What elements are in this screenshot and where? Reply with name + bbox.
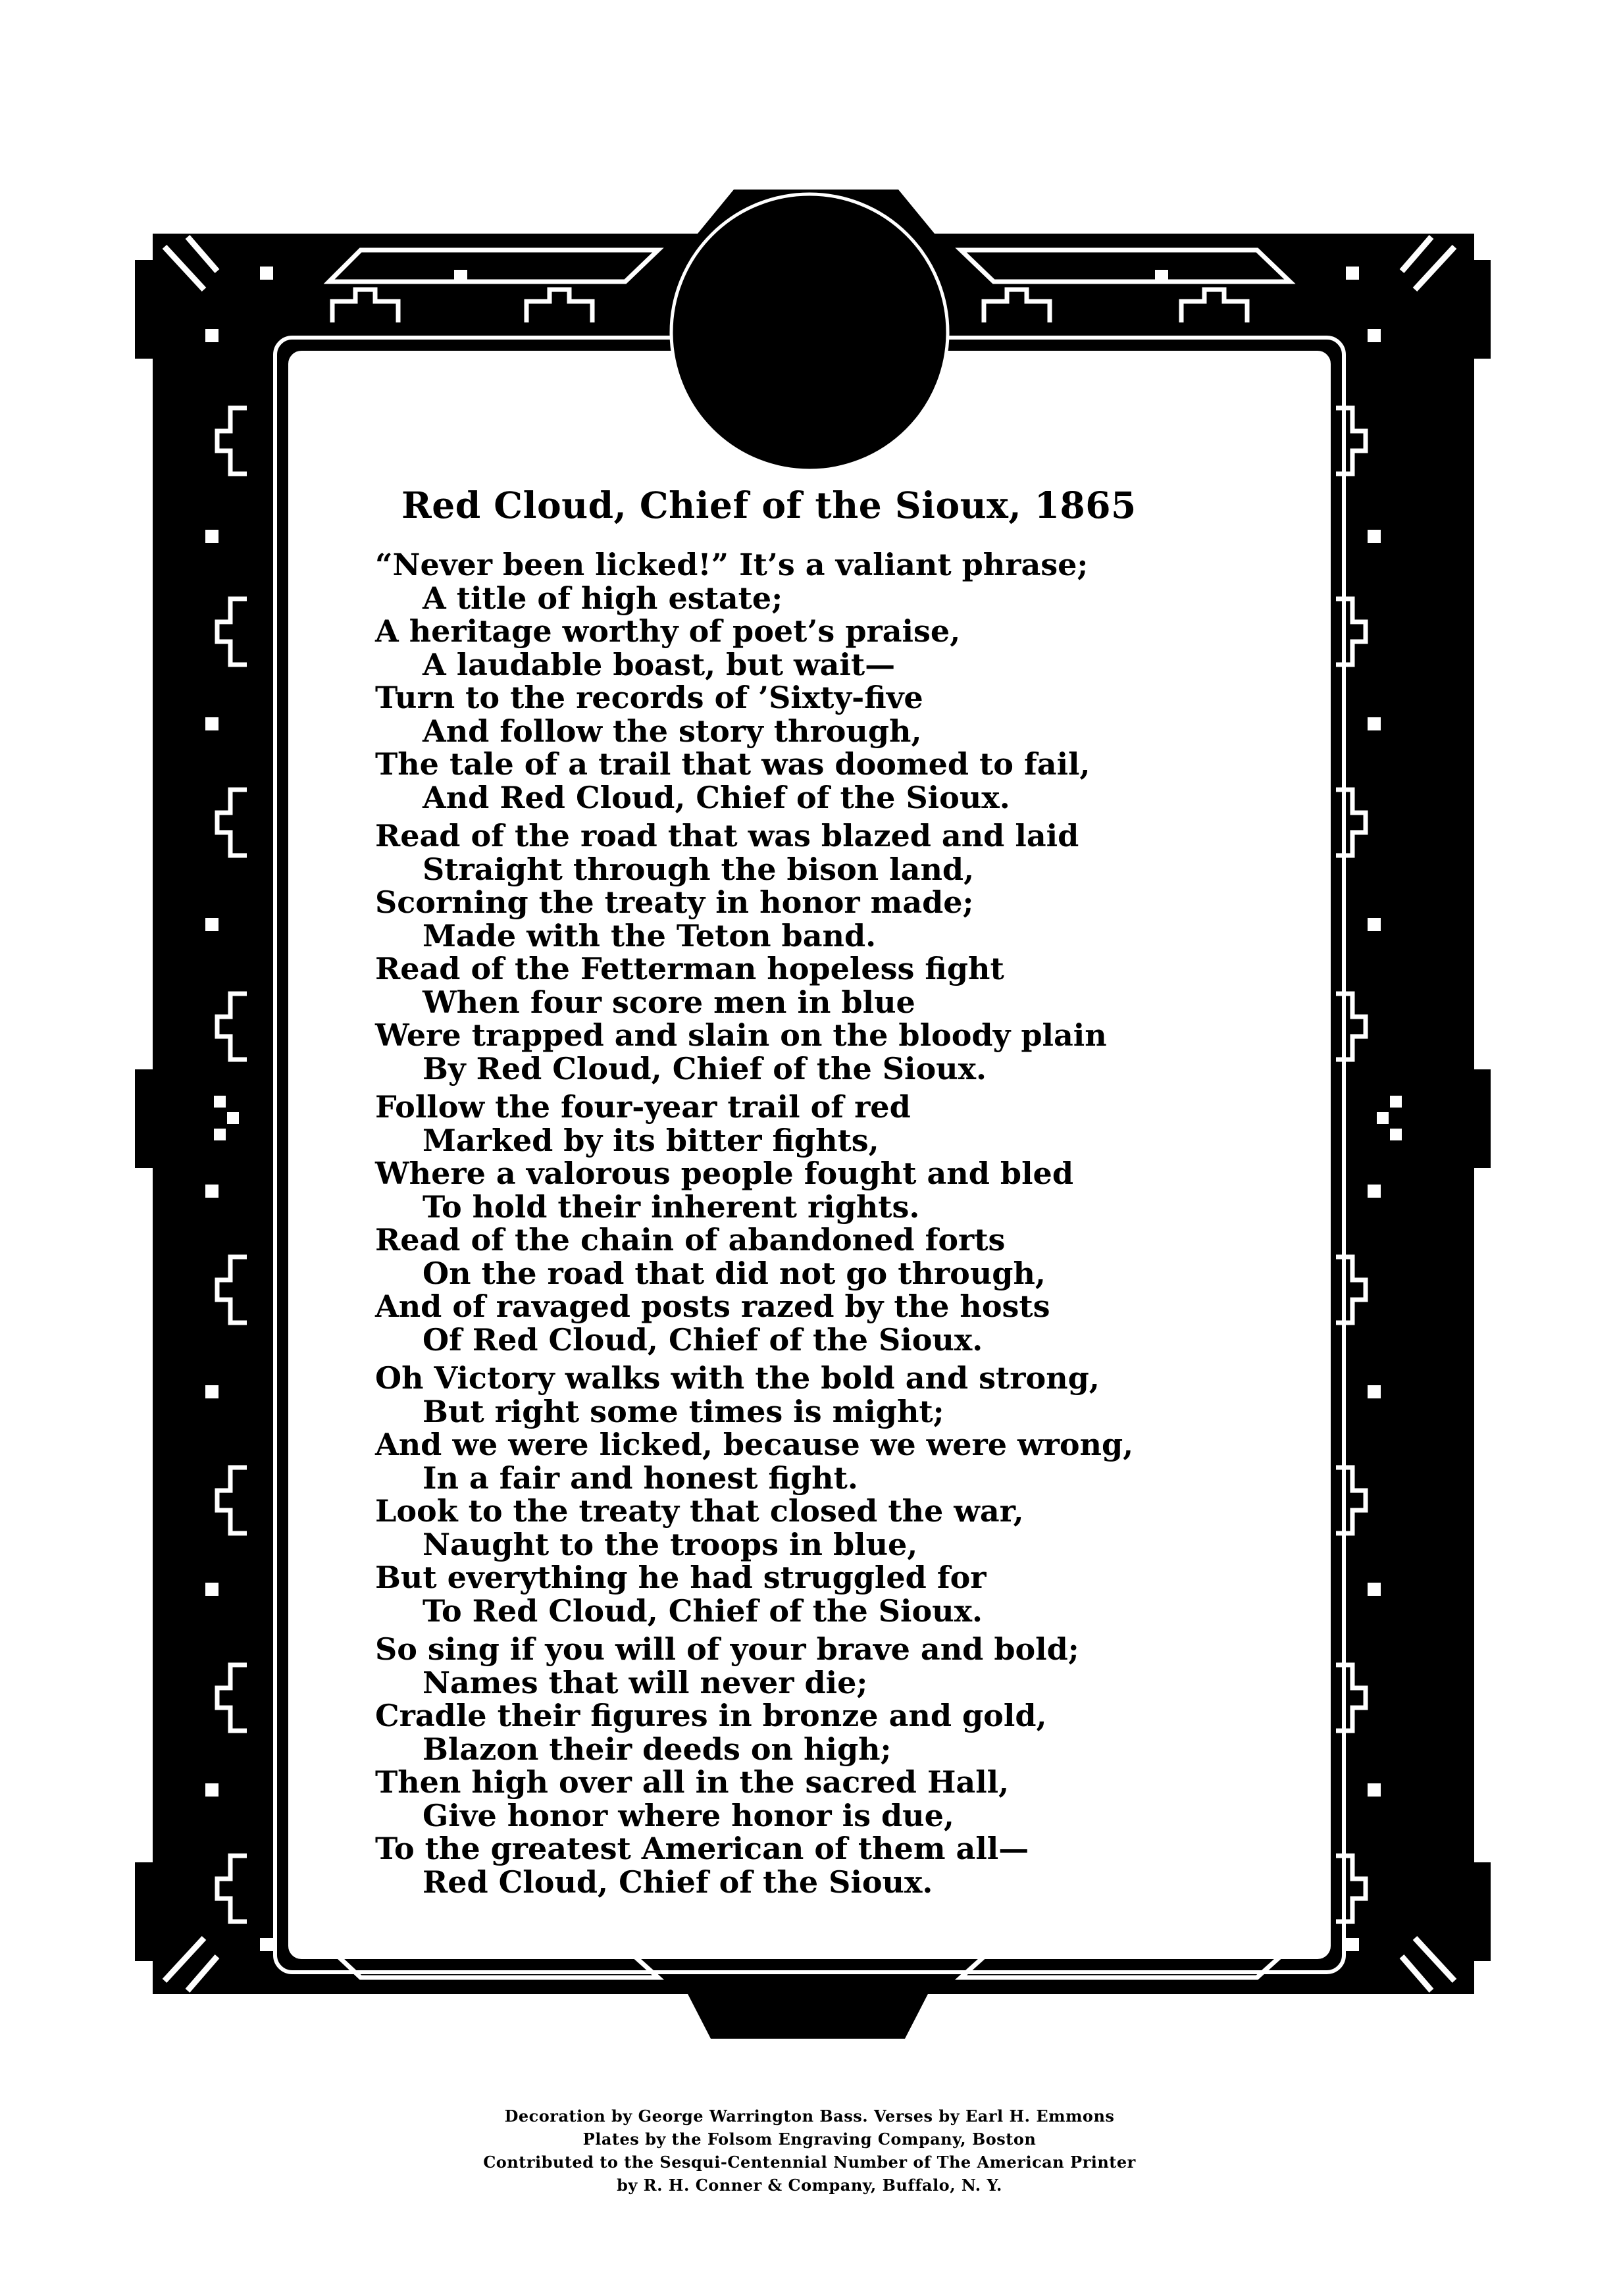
- credit-decoration-verses: Decoration by George Warrington Bass. Verses by Earl H. Emmons: [504, 2106, 1115, 2126]
- side-block-right: [1451, 1069, 1491, 1168]
- poem-line: Read of the road that was blazed and laid: [375, 818, 1079, 854]
- poem-line: Read of the Fetterman hopeless fight: [375, 951, 1004, 986]
- poem-line: A heritage worthy of poet’s praise,: [375, 613, 961, 649]
- poem-line: Were trapped and slain on the bloody plain: [375, 1017, 1107, 1053]
- side-block-left: [135, 1069, 174, 1168]
- poem-line: Names that will never die;: [423, 1664, 868, 1700]
- poem-line: But right some times is might;: [423, 1393, 944, 1429]
- poem-line: Look to the treaty that closed the war,: [375, 1493, 1024, 1529]
- poem-line: By Red Cloud, Chief of the Sioux.: [423, 1050, 987, 1086]
- poem-line: Naught to the troops in blue,: [423, 1526, 918, 1562]
- poem-line: To Red Cloud, Chief of the Sioux.: [423, 1593, 983, 1629]
- stanza-2: [375, 819, 1316, 1085]
- poem-line: And follow the story through,: [423, 713, 922, 749]
- poem-line: Of Red Cloud, Chief of the Sioux.: [423, 1321, 983, 1358]
- poem-line: A laudable boast, but wait—: [423, 646, 896, 682]
- poem-line: Scorning the treaty in honor made;: [375, 884, 974, 920]
- poem-line: Oh Victory walks with the bold and strong,: [375, 1360, 1100, 1396]
- poem-line: Read of the chain of abandoned forts: [375, 1222, 1006, 1258]
- corner-block-bl: [135, 1862, 174, 1961]
- poem-line: “Never been licked!” It’s a valiant phrase;: [375, 547, 1089, 582]
- poem-line: And we were licked, because we were wrong,: [375, 1427, 1134, 1462]
- stanza-4: [375, 1362, 1316, 1627]
- poem-panel: [296, 359, 1323, 1951]
- poem-line: On the road that did not go through,: [423, 1255, 1046, 1291]
- poem-line: When four score men in blue: [423, 984, 915, 1020]
- credit-plates: Plates by the Folsom Engraving Company, Boston: [582, 2130, 1037, 2149]
- credit-printer: by R. H. Conner & Company, Buffalo, N. Y.: [617, 2176, 1002, 2195]
- poem-line: Follow the four-year trail of red: [375, 1089, 911, 1125]
- poem-line: Made with the Teton band.: [423, 917, 877, 954]
- poem-line: A title of high estate;: [423, 580, 783, 616]
- corner-block-br: [1451, 1862, 1491, 1961]
- poem-line: Marked by its bitter fights,: [423, 1122, 879, 1158]
- poem-line: So sing if you will of your brave and bold;: [375, 1631, 1079, 1667]
- credits-block: [276, 2105, 1343, 2197]
- poem-line: Give honor where honor is due,: [423, 1797, 954, 1833]
- poem-line: To the greatest American of them all—: [375, 1831, 1029, 1866]
- poem-line: And Red Cloud, Chief of the Sioux.: [423, 779, 1010, 815]
- poem-line: Blazon their deeds on high;: [423, 1731, 892, 1767]
- stanza-3: [375, 1090, 1316, 1356]
- poem-title: Red Cloud, Chief of the Sioux, 1865: [401, 484, 1137, 526]
- poem-line: Where a valorous people fought and bled: [375, 1156, 1073, 1191]
- poem-line: Straight through the bison land,: [423, 851, 975, 887]
- poem-line: Then high over all in the sacred Hall,: [375, 1764, 1010, 1800]
- poem-line: In a fair and honest fight.: [423, 1460, 858, 1496]
- corner-block-tl: [135, 260, 174, 359]
- poem-line: Red Cloud, Chief of the Sioux.: [423, 1864, 933, 1900]
- corner-block-tr: [1451, 260, 1491, 359]
- poem-line: And of ravaged posts razed by the hosts: [375, 1288, 1050, 1324]
- poem-line: But everything he had struggled for: [375, 1560, 987, 1595]
- credit-contributed: Contributed to the Sesqui-Centennial Number of The American Printer: [483, 2153, 1136, 2172]
- poem-line: To hold their inherent rights.: [423, 1188, 920, 1225]
- poem-line: Cradle their figures in bronze and gold,: [375, 1698, 1047, 1733]
- poem-line: Turn to the records of ’Sixty-five: [375, 680, 923, 715]
- poem-line: The tale of a trail that was doomed to fail,: [375, 746, 1091, 782]
- stanza-5: [375, 1633, 1316, 1899]
- stanza-1: [375, 548, 1316, 814]
